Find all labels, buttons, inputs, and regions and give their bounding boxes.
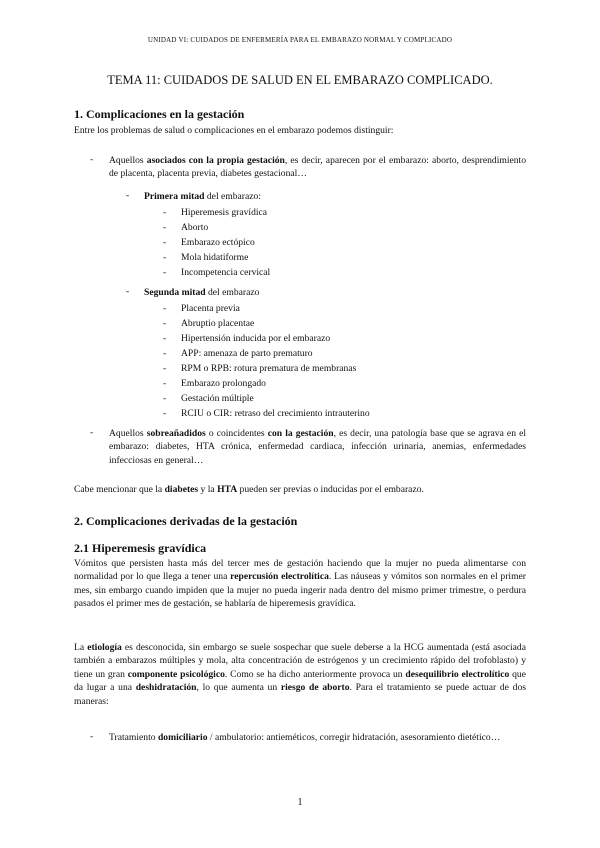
list-item: RCIU o CIR: retraso del crecimiento intrauterino <box>181 408 370 419</box>
list-item: Abruptio placentae <box>181 318 255 329</box>
bullet-dash: - <box>163 303 167 314</box>
page-title: TEMA 11: CUIDADOS DE SALUD EN EL EMBARAZO COMPLICADO. <box>107 73 493 87</box>
bullet-dash: - <box>163 222 167 233</box>
list-item: Hipertensión inducida por el embarazo <box>181 333 331 344</box>
first-half-label: Primera mitad del embarazo: <box>144 191 261 202</box>
bullet-dash: - <box>163 318 167 329</box>
section-1-intro: Entre los problemas de salud o complicaciones en el embarazo podemos distinguir: <box>74 125 394 136</box>
list-item: APP: amenaza de parto prematuro <box>181 348 313 359</box>
bullet-dash: - <box>90 154 94 165</box>
page-number: 1 <box>297 797 303 808</box>
list-item: Aborto <box>181 222 209 233</box>
list-item: Mola hidatiforme <box>181 252 249 263</box>
etiology-paragraph: La etiología es desconocida, sin embargo se suele sospechar que suele deberse a la HCG aumentada (está asociada también a embarazos múltiples y mola, alta concentración de estrógenos y un crecimiento rápido del trofoblasto) y tiene un gran componente psicológico. Como se ha dicho anteriormente provoca un desequilibrio electrolítico que da lugar a una deshidratación, lo que aumenta un riesgo de aborto. Para el tratamiento se puede actuar de dos maneras: <box>74 642 526 707</box>
bullet-dash: - <box>163 207 167 218</box>
list-item: Incompetencia cervical <box>181 267 271 278</box>
treatment-bullet: Tratamiento domiciliario / ambulatorio: antieméticos, corregir hidratación, asesoramiento dietético… <box>109 732 501 743</box>
second-half-label: Segunda mitad del embarazo <box>144 287 260 298</box>
section-2-heading: 2. Complicaciones derivadas de la gestación <box>74 514 298 528</box>
bullet-associated: Aquellos asociados con la propia gestación, es decir, aparecen por el embarazo: aborto, desprendimiento de placenta, placenta previa, diabetes gestacional… <box>109 155 527 180</box>
bullet-dash: - <box>163 393 167 404</box>
bullet-dash: - <box>163 408 167 419</box>
list-item: Gestación múltiple <box>181 393 254 404</box>
list-item: Hiperemesis gravídica <box>181 207 268 218</box>
bullet-dash: - <box>163 333 167 344</box>
section-1-heading: 1. Complicaciones en la gestación <box>74 107 245 121</box>
hyperemesis-paragraph: Vómitos que persisten hasta más del tercer mes de gestación haciendo que la mujer no pueda alimentarse con normalidad por lo que llega a tener una repercusión electrolítica. Las náuseas y vómitos son normales en el primer mes, sin embargo cuando impiden que la mujer no pueda ingerir nada dentro del mismo primer trimestre, o perdura pasados el primer mes de gestación, se hablaría de hiperemesis gravídica. <box>74 558 526 610</box>
bullet-dash: - <box>163 252 167 263</box>
bullet-dash: - <box>163 348 167 359</box>
bullet-dash: - <box>90 731 94 742</box>
list-item: Embarazo prolongado <box>181 378 266 389</box>
list-item: Embarazo ectópico <box>181 237 255 248</box>
bullet-dash: - <box>126 190 130 201</box>
bullet-dash: - <box>90 427 94 438</box>
note-paragraph: Cabe mencionar que la diabetes y la HTA pueden ser previas o inducidas por el embarazo. <box>74 484 424 495</box>
bullet-dash: - <box>163 267 167 278</box>
running-header: UNIDAD VI: CUIDADOS DE ENFERMERÍA PARA EL EMBARAZO NORMAL Y COMPLICADO <box>147 36 453 44</box>
subsection-heading: 2.1 Hiperemesis gravídica <box>74 541 207 555</box>
bullet-superimposed: Aquellos sobreañadidos o coincidentes con la gestación, es decir, una patología base que se agrava en el embarazo: diabetes, HTA crónica, enfermedad cardiaca, infección urinaria, anemias, enfermedades infecciosas en general… <box>109 428 526 466</box>
bullet-dash: - <box>163 363 167 374</box>
bullet-dash: - <box>163 378 167 389</box>
bullet-dash: - <box>126 286 130 297</box>
list-item: Placenta previa <box>181 303 240 314</box>
bullet-dash: - <box>163 237 167 248</box>
list-item: RPM o RPB: rotura prematura de membranas <box>181 363 357 374</box>
